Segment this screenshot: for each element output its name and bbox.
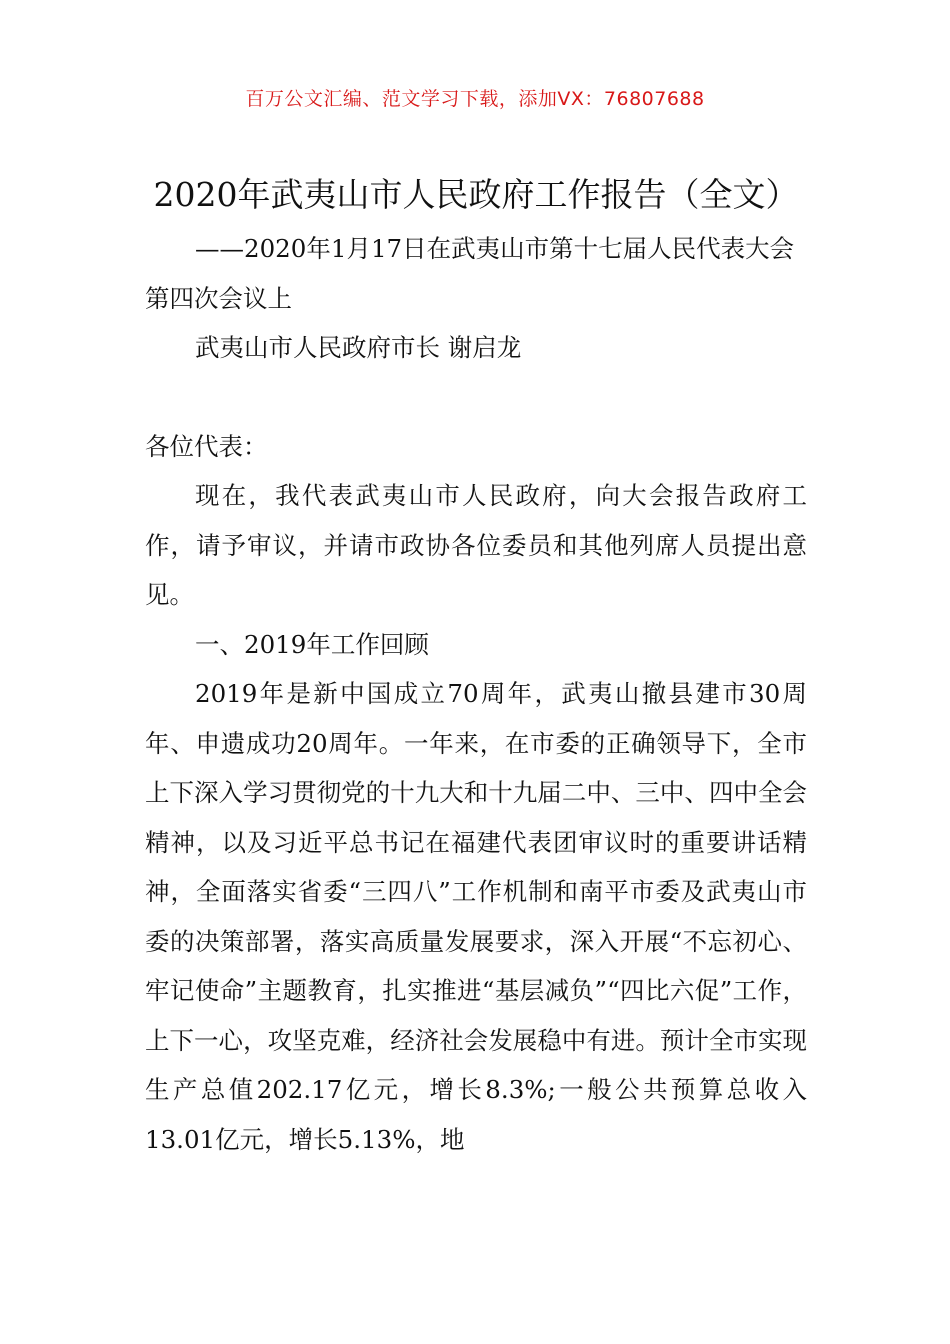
document-subtitle: ——2020年1月17日在武夷山市第十七届人民代表大会第四次会议上 [145,234,795,313]
watermark-banner: 百万公文汇编、范文学习下载，添加VX：76807688 [245,88,705,110]
document-body [145,170,807,1164]
section-heading: 一、2019年工作回顾 [195,629,429,659]
salutation: 各位代表： [145,431,268,461]
document-title: 2020年武夷山市人民政府工作报告（全文） [153,175,799,214]
speaker-line: 武夷山市人民政府市长 谢启龙 [195,333,522,362]
blank-line [145,373,807,422]
intro-paragraph: 现在，我代表武夷山市人民政府，向大会报告政府工作，请予审议，并请市政协各位委员和其他列席人员提出意见。 [145,481,807,609]
body-paragraph: 2019年是新中国成立70周年，武夷山撤县建市30周年、申遗成功20周年。一年来，在市委的正确领导下，全市上下深入学习贯彻党的十九大和十九届二中、三中、四中全会精神，以及习近平总书记在福建代表团审议时的重要讲话精神，全面落实省委“三四八”工作机制和南平市委及武夷山市委的决策部署，落实高质量发展要求，深入开展“不忘初心、牢记使命”主题教育，扎实推进“基层减负”“四比六促”工作，上下一心，攻坚克难，经济社会发展稳中有进。预计全市实现生产总值202.17亿元，增长8.3%;一般公共预算总收入13.01亿元，增长5.13%，地 [145,679,807,1154]
